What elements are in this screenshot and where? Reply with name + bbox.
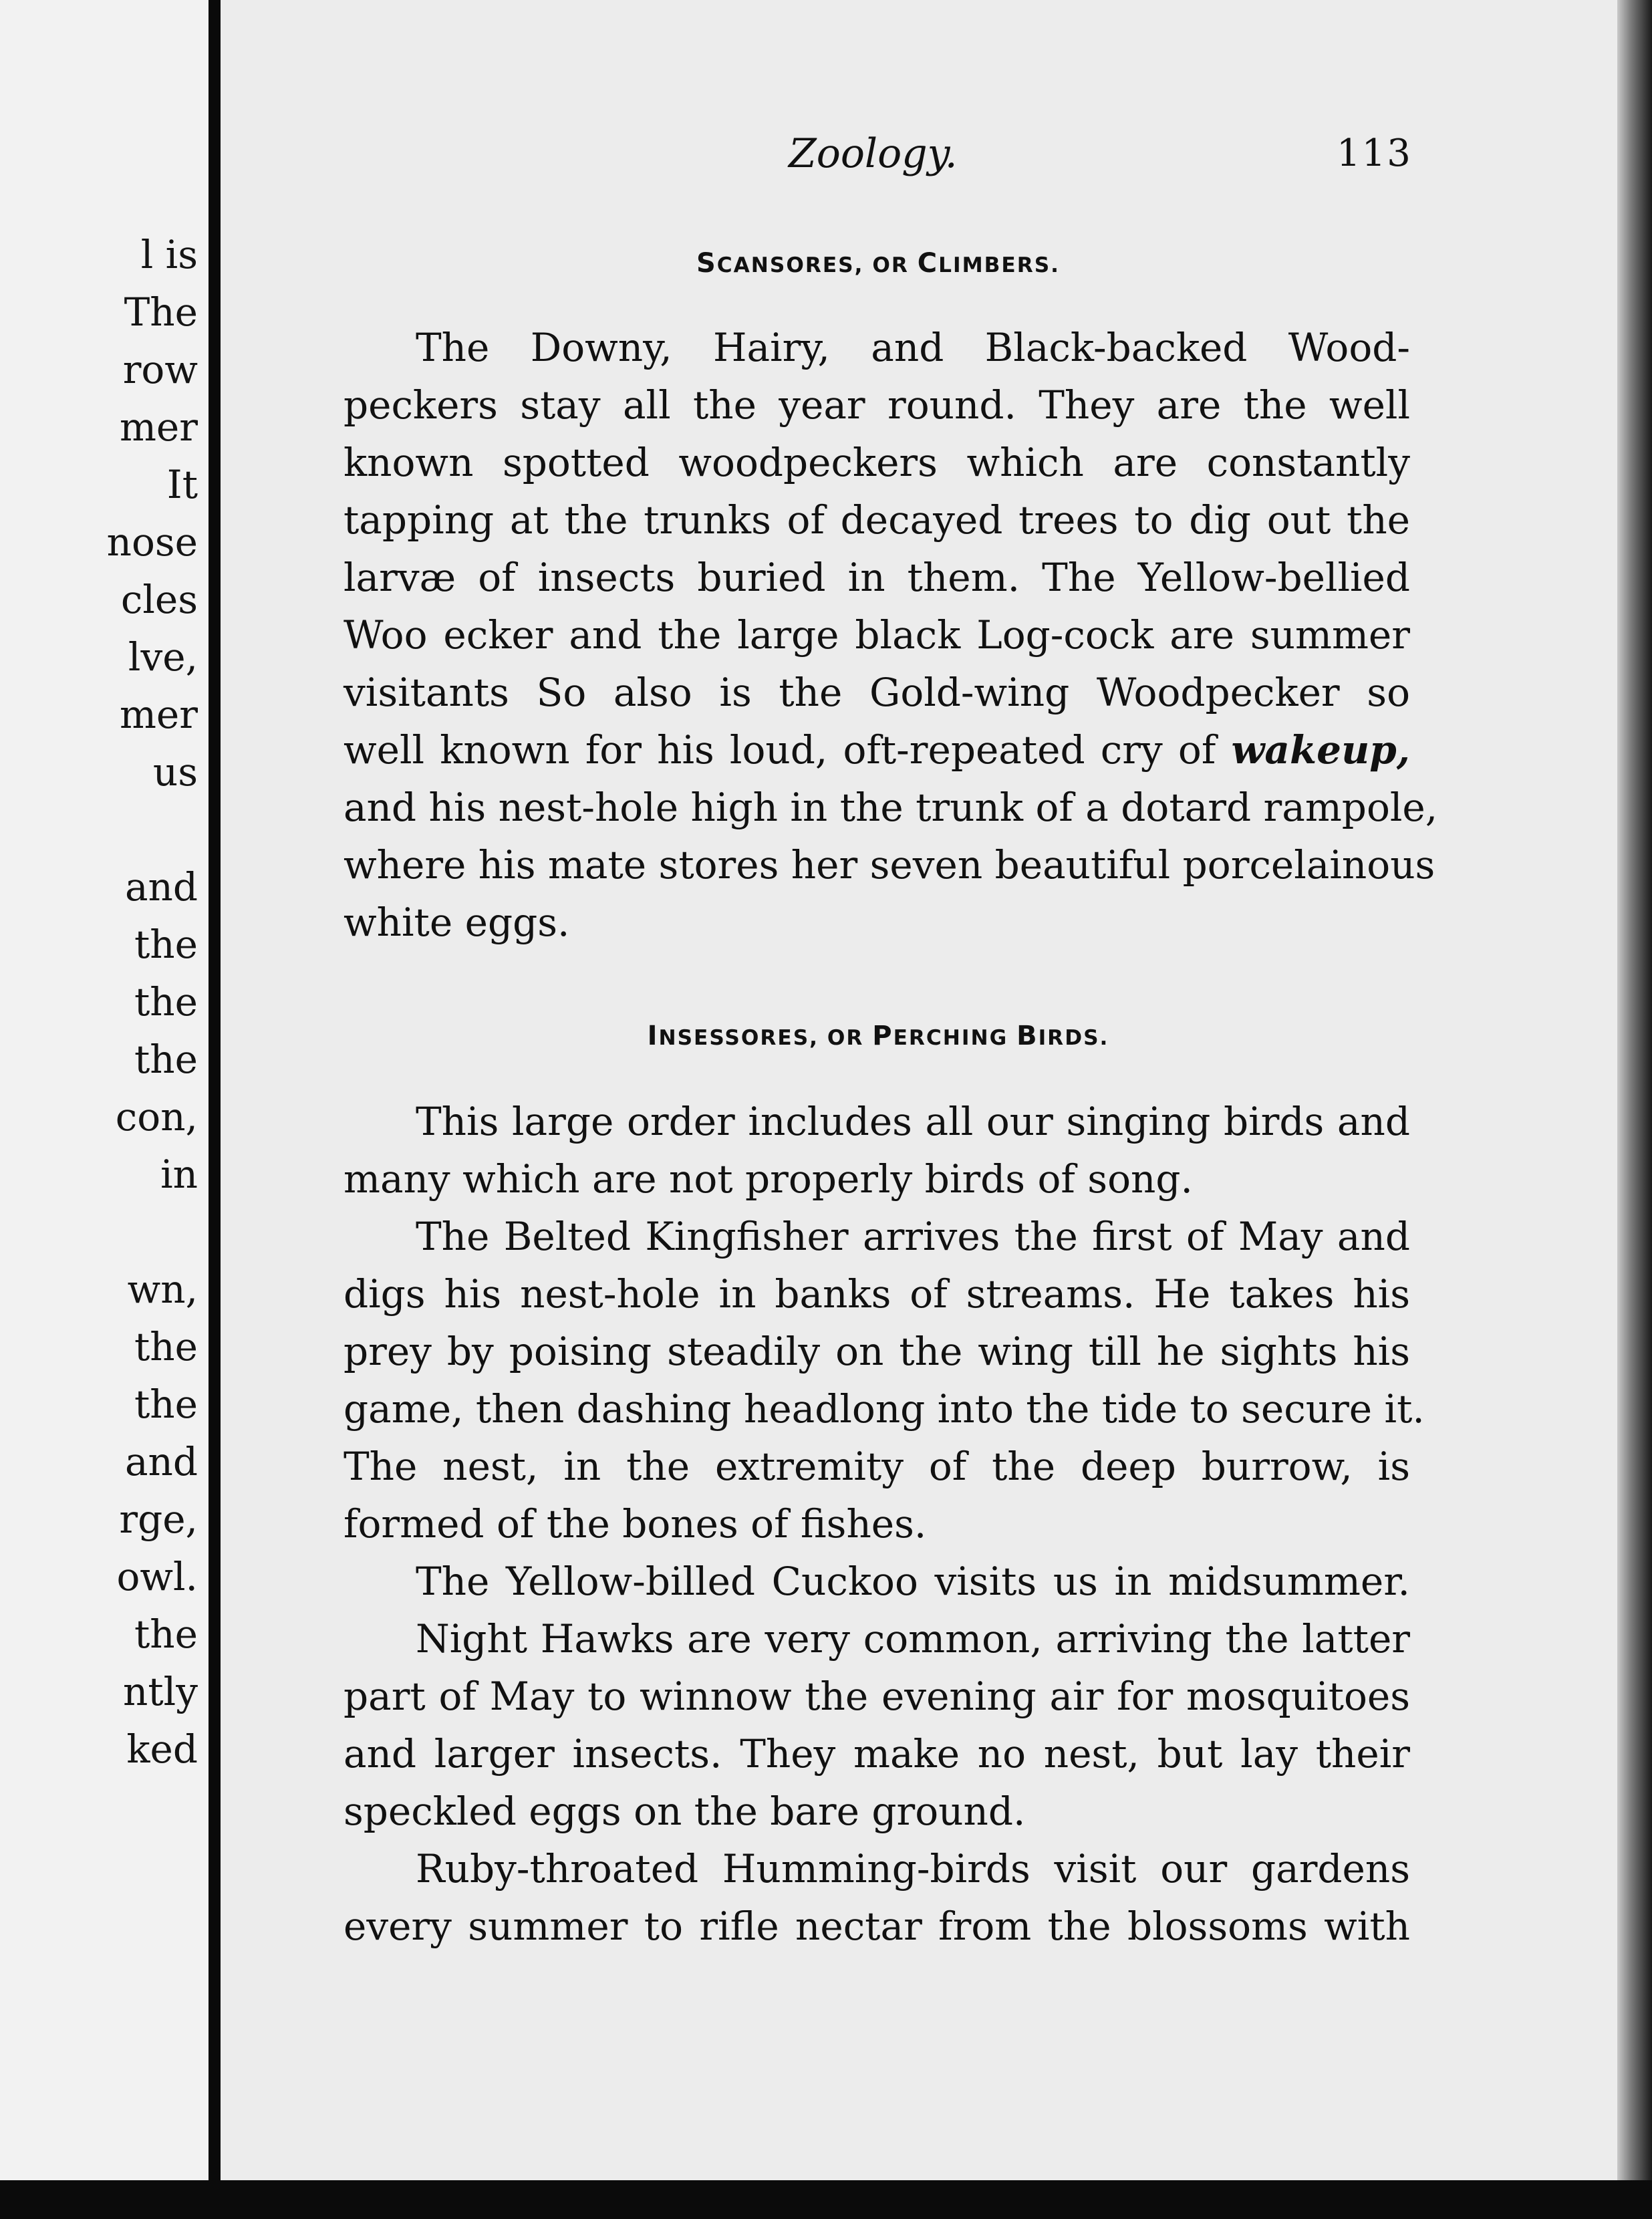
text-line: The Downy, Hairy, and Black-backed Wood- — [416, 325, 1410, 370]
text-line: digs his nest-hole in banks of streams. He takes his — [343, 1271, 1410, 1317]
heading-part: S — [696, 248, 717, 279]
left-page-fragment: the — [134, 1037, 198, 1082]
left-page-fragment: the — [134, 922, 198, 967]
left-page-fragment: the — [134, 1382, 198, 1427]
left-page-fragment: the — [134, 979, 198, 1025]
heading-part: C — [917, 248, 939, 279]
text-line: The Yellow-billed Cuckoo visits us in midsummer. — [416, 1559, 1410, 1604]
text-line: and his nest-hole high in the trunk of a dotard rampole, — [343, 785, 1438, 830]
left-page-fragment: and — [124, 1439, 198, 1484]
text-line: game, then dashing headlong into the tide to secure it. — [343, 1386, 1425, 1432]
left-page-fragment: mer — [119, 692, 198, 737]
text-line: part of May to winnow the evening air for mosquitoes — [343, 1674, 1410, 1719]
left-page-fragment: in — [160, 1152, 198, 1197]
heading-part: B — [1016, 1021, 1039, 1051]
text-line: Night Hawks are very common, arriving the latter — [416, 1616, 1410, 1662]
page-number: 113 — [1337, 132, 1412, 175]
left-page-fragment: us — [152, 749, 198, 795]
left-page-fragment: l is — [140, 232, 198, 277]
left-page-fragment: owl. — [116, 1554, 198, 1599]
left-page-fragment: lve, — [128, 634, 198, 680]
left-page-fragment: row — [122, 347, 198, 392]
text-line: peckers stay all the year round. They are the well — [343, 382, 1410, 428]
left-page-fragment: rge, — [119, 1496, 198, 1542]
left-page-fragment: ntly — [123, 1669, 198, 1714]
heading-part: P — [872, 1021, 893, 1051]
left-page-fragment: It — [166, 462, 198, 507]
text-line: larvæ of insects buried in them. The Yellow-bellied — [343, 555, 1410, 600]
text-segment: well known for his loud, oft-repeated cry of — [343, 727, 1216, 773]
book-spine — [209, 0, 221, 2180]
left-facing-page — [0, 0, 213, 2180]
scan-border — [0, 2180, 1652, 2219]
emphasis-word: wakeup, — [1231, 727, 1410, 773]
running-head: Zoology. — [789, 130, 958, 177]
section-heading-insessores — [343, 1020, 1413, 1054]
left-page-fragment: ked — [126, 1726, 198, 1772]
heading-part: CANSORES, OR — [716, 253, 918, 277]
section-heading-scansores — [343, 247, 1413, 281]
text-line: Ruby-throated Humming-birds visit our gardens — [416, 1846, 1410, 1891]
left-page-fragment: cles — [120, 577, 198, 622]
left-page-fragment: and — [124, 864, 198, 910]
left-page-fragment: The — [124, 289, 198, 335]
text-line: and larger insects. They make no nest, but lay their — [343, 1731, 1410, 1777]
text-line: prey by poising steadily on the wing till he sights his — [343, 1329, 1410, 1374]
text-line: The nest, in the extremity of the deep burrow, is — [343, 1444, 1410, 1489]
left-page-fragment: the — [134, 1324, 198, 1369]
text-line-with-emphasis — [343, 727, 1410, 773]
text-line: where his mate stores her seven beautiful porcelainous — [343, 842, 1435, 888]
heading-part: IRDS. — [1038, 1026, 1109, 1050]
left-page-fragment: the — [134, 1611, 198, 1657]
left-page-fragment: nose — [106, 519, 198, 565]
text-line: Woo⁠ ecker and the large black Log-cock are summer — [343, 612, 1410, 658]
text-line: known spotted woodpeckers which are constantly — [343, 440, 1410, 485]
text-line: every summer to rifle nectar from the blossoms with — [343, 1904, 1410, 1949]
text-line: formed of the bones of fishes. — [343, 1501, 927, 1547]
heading-part: NSESSORES, OR — [658, 1026, 873, 1050]
text-line: visitants So also is the Gold-wing Woodpecker so — [343, 670, 1410, 715]
text-line: white eggs. — [343, 900, 570, 945]
left-page-fragment: wn, — [127, 1267, 198, 1312]
heading-part: I — [647, 1021, 659, 1051]
text-line: many which are not properly birds of song. — [343, 1156, 1193, 1202]
text-line: speckled eggs on the bare ground. — [343, 1789, 1026, 1834]
text-line: tapping at the trunks of decayed trees to dig out the — [343, 497, 1410, 543]
text-line: This large order includes all our singing birds and — [416, 1099, 1410, 1144]
heading-part: LIMBERS. — [938, 253, 1061, 277]
heading-part: ERCHING — [893, 1026, 1017, 1050]
page-edge-shadow — [1617, 0, 1652, 2180]
left-page-fragment: mer — [119, 404, 198, 450]
text-line: The Belted Kingfisher arrives the first of May and — [416, 1214, 1410, 1259]
left-page-fragment: con, — [115, 1094, 198, 1140]
